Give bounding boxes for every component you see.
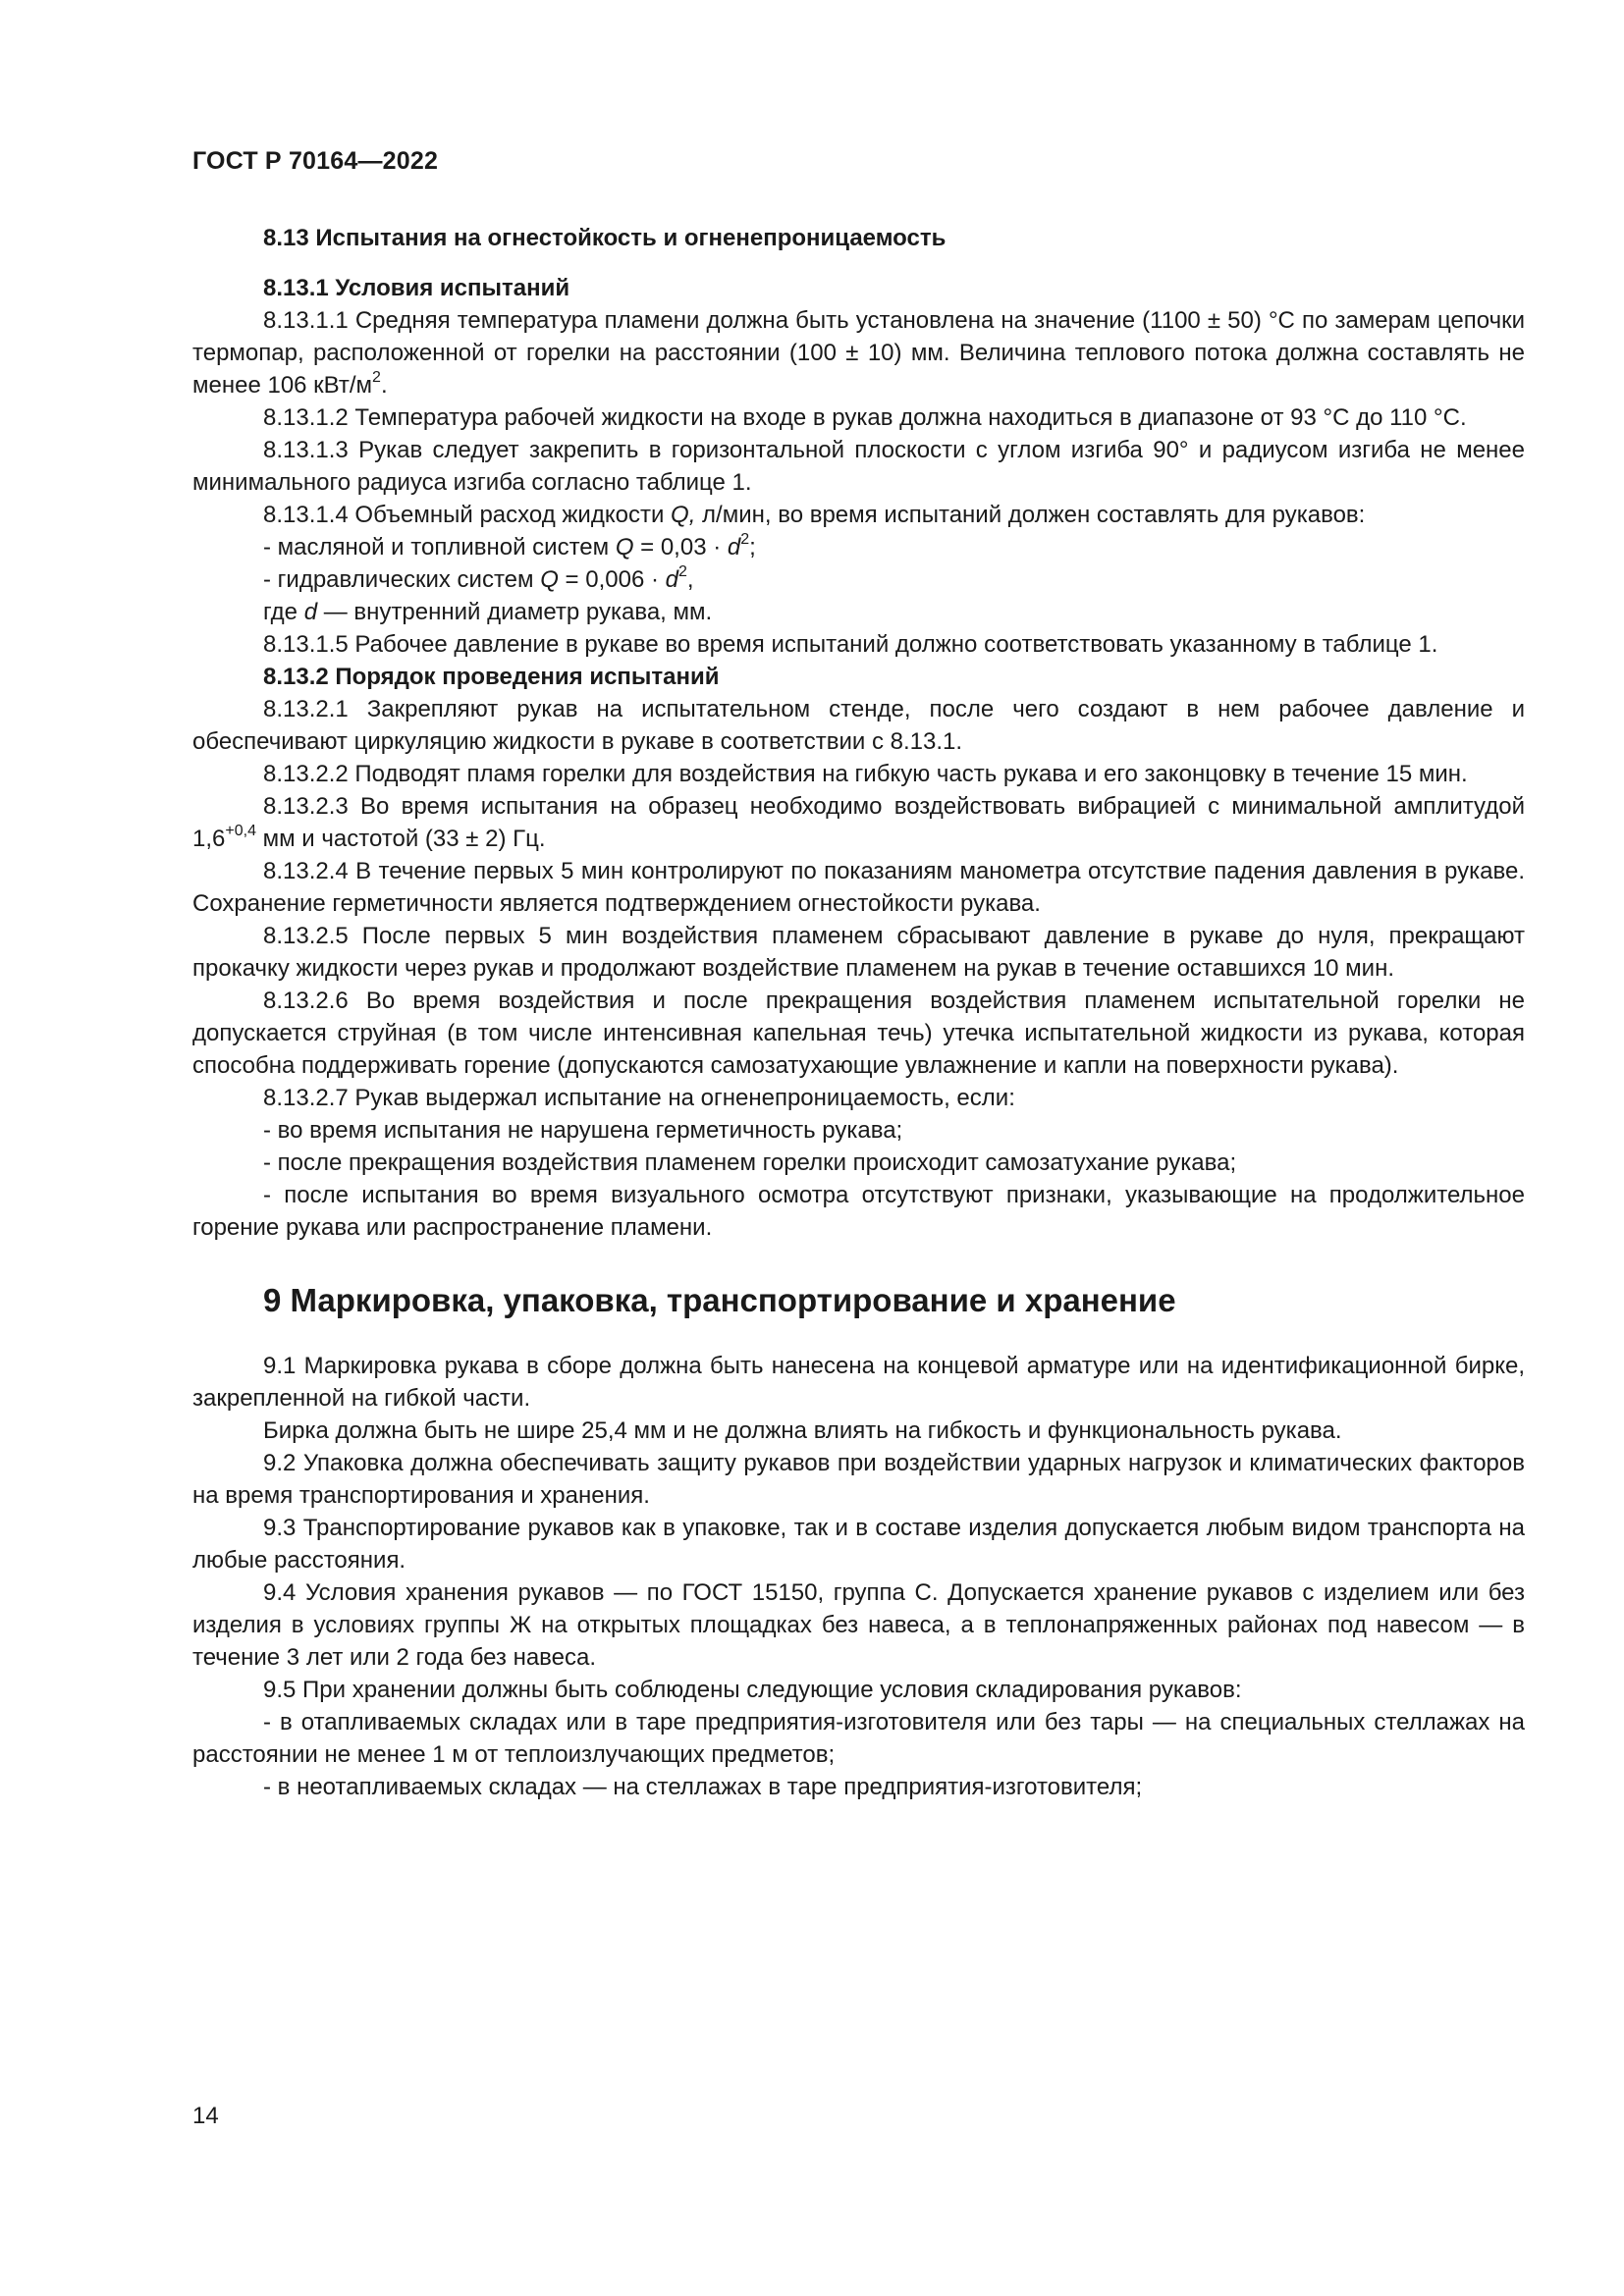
list-text: = 0,03 · <box>633 534 728 561</box>
list-item: - в отапливаемых складах или в таре предприятия-изготовителя или без тары — на специальных стеллажах на расстоянии не менее 1 м от теплоизлучающих предметов; <box>192 1709 1525 1768</box>
paragraph-9-3: 9.3 Транспортирование рукавов как в упаковке, так и в составе изделия допускается любым видом транспорта на любые расстояния. <box>192 1515 1525 1574</box>
list-item: - после испытания во время визуального осмотра отсутствуют признаки, указывающие на продолжительное горение рукава или распространение пламени. <box>192 1182 1525 1241</box>
paragraph-8-13-2-1: 8.13.2.1 Закрепляют рукав на испытательном стенде, после чего создают в нем рабочее давление и обеспечивают циркуляцию жидкости в рукаве в соответствии с 8.13.1. <box>192 696 1525 755</box>
list-item-hydraulic <box>192 563 1525 596</box>
list-item-oil-fuel <box>192 531 1525 563</box>
paragraph-9-4: 9.4 Условия хранения рукавов — по ГОСТ 15150, группа С. Допускается хранение рукавов с изделием или без изделия в условиях группы Ж на открытых площадках без навеса, а в теплонапряженных районах под навесом — в течение 3 лет или 2 года без навеса. <box>192 1579 1525 1671</box>
paragraph-text: — внутренний диаметр рукава, мм. <box>317 599 713 625</box>
where-clause <box>192 596 1525 628</box>
paragraph-8-13-2-4: 8.13.2.4 В течение первых 5 мин контролируют по показаниям манометра отсутствие падения давления в рукаве. Сохранение герметичности является подтверждением огнестойкости рукава. <box>192 858 1525 917</box>
variable-q: Q, <box>671 502 696 528</box>
document-code-header: ГОСТ Р 70164—2022 <box>192 147 439 175</box>
paragraph-8-13-2-7: 8.13.2.7 Рукав выдержал испытание на огненепроницаемость, если: <box>263 1085 1015 1111</box>
paragraph-text: мм и частотой (33 ± 2) Гц. <box>255 826 546 852</box>
paragraph-8-13-1-4 <box>192 499 1525 531</box>
paragraph-text: 8.13.1.1 Средняя температура пламени должна быть установлена на значение (1100 ± 50) °С по замерам цепочки термопар, расположенной от горелки на расстоянии (100 ± 10) мм. Величина теплового потока должна составлять не менее 106 кВт/м <box>192 307 1525 399</box>
paragraph-8-13-2-2: 8.13.2.2 Подводят пламя горелки для воздействия на гибкую часть рукава и его законцовку в течение 15 мин. <box>263 761 1468 787</box>
variable-q: Q <box>540 566 559 593</box>
paragraph-text: . <box>380 372 388 399</box>
superscript-tolerance: +0,4 <box>225 823 256 839</box>
paragraph-8-13-2-5: 8.13.2.5 После первых 5 мин воздействия пламенем сбрасывают давление в рукаве до нуля, прекращают прокачку жидкости через рукав и продолжают воздействие пламенем на рукав в течение оставшихся 10 мин. <box>192 923 1525 982</box>
section-9-heading: 9 Маркировка, упаковка, транспортирование и хранение <box>263 1282 1176 1318</box>
paragraph-8-13-2-6: 8.13.2.6 Во время воздействия и после прекращения воздействия пламенем испытательной горелки не допускается струйная (в том числе интенсивная капельная течь) утечка испытательной жидкости из рукава, которая способна поддерживать горение (допускаются самозатухающие увлажнение и капли на поверхности рукава). <box>192 988 1525 1079</box>
list-text: - масляной и топливной систем <box>263 534 616 561</box>
paragraph-text: где <box>263 599 304 625</box>
page-content <box>192 222 1525 1803</box>
superscript: 2 <box>740 531 750 548</box>
subsection-8-13-2-heading: 8.13.2 Порядок проведения испытаний <box>263 664 720 690</box>
list-item: - во время испытания не нарушена герметичность рукава; <box>263 1117 903 1144</box>
paragraph-8-13-1-2: 8.13.1.2 Температура рабочей жидкости на входе в рукав должна находиться в диапазоне от 93 °С до 110 °С. <box>263 404 1467 431</box>
paragraph-9-5: 9.5 При хранении должны быть соблюдены следующие условия складирования рукавов: <box>263 1677 1242 1703</box>
list-text: ; <box>749 534 756 561</box>
paragraph-8-13-1-5: 8.13.1.5 Рабочее давление в рукаве во время испытаний должно соответствовать указанному в таблице 1. <box>263 631 1438 658</box>
paragraph-8-13-2-3 <box>192 790 1525 855</box>
variable-d: d <box>665 566 678 593</box>
section-8-13-heading: 8.13 Испытания на огнестойкость и огненепроницаемость <box>263 225 947 251</box>
list-text: - гидравлических систем <box>263 566 541 593</box>
paragraph-9-1-tag: Бирка должна быть не шире 25,4 мм и не должна влиять на гибкость и функциональность рукава. <box>263 1417 1342 1444</box>
variable-d: d <box>303 599 318 625</box>
paragraph-8-13-1-3: 8.13.1.3 Рукав следует закрепить в горизонтальной плоскости с углом изгиба 90° и радиусом изгиба не менее минимального радиуса изгиба согласно таблице 1. <box>192 437 1525 496</box>
variable-d: d <box>727 534 741 561</box>
paragraph-8-13-1-1 <box>192 304 1525 401</box>
paragraph-text: л/мин, во время испытаний должен составлять для рукавов: <box>695 502 1366 528</box>
list-text: = 0,006 · <box>558 566 666 593</box>
paragraph-text: 8.13.2.3 Во время испытания на образец необходимо воздействовать вибрацией с минимальной амплитудой 1,6 <box>192 793 1525 852</box>
list-item: - после прекращения воздействия пламенем горелки происходит самозатухание рукава; <box>263 1149 1237 1176</box>
page-number: 14 <box>192 2103 219 2129</box>
variable-q: Q <box>615 534 634 561</box>
list-text: , <box>686 566 694 593</box>
paragraph-9-1: 9.1 Маркировка рукава в сборе должна быть нанесена на концевой арматуре или на идентификационной бирке, закрепленной на гибкой части. <box>192 1353 1525 1412</box>
superscript: 2 <box>677 563 687 580</box>
paragraph-9-2: 9.2 Упаковка должна обеспечивать защиту рукавов при воздействии ударных нагрузок и климатических факторов на время транспортирования и хранения. <box>192 1450 1525 1509</box>
paragraph-text: 8.13.1.4 Объемный расход жидкости <box>263 502 672 528</box>
superscript: 2 <box>372 369 381 386</box>
list-item: - в неотапливаемых складах — на стеллажах в таре предприятия-изготовителя; <box>263 1774 1143 1800</box>
subsection-8-13-1-heading: 8.13.1 Условия испытаний <box>263 275 570 301</box>
